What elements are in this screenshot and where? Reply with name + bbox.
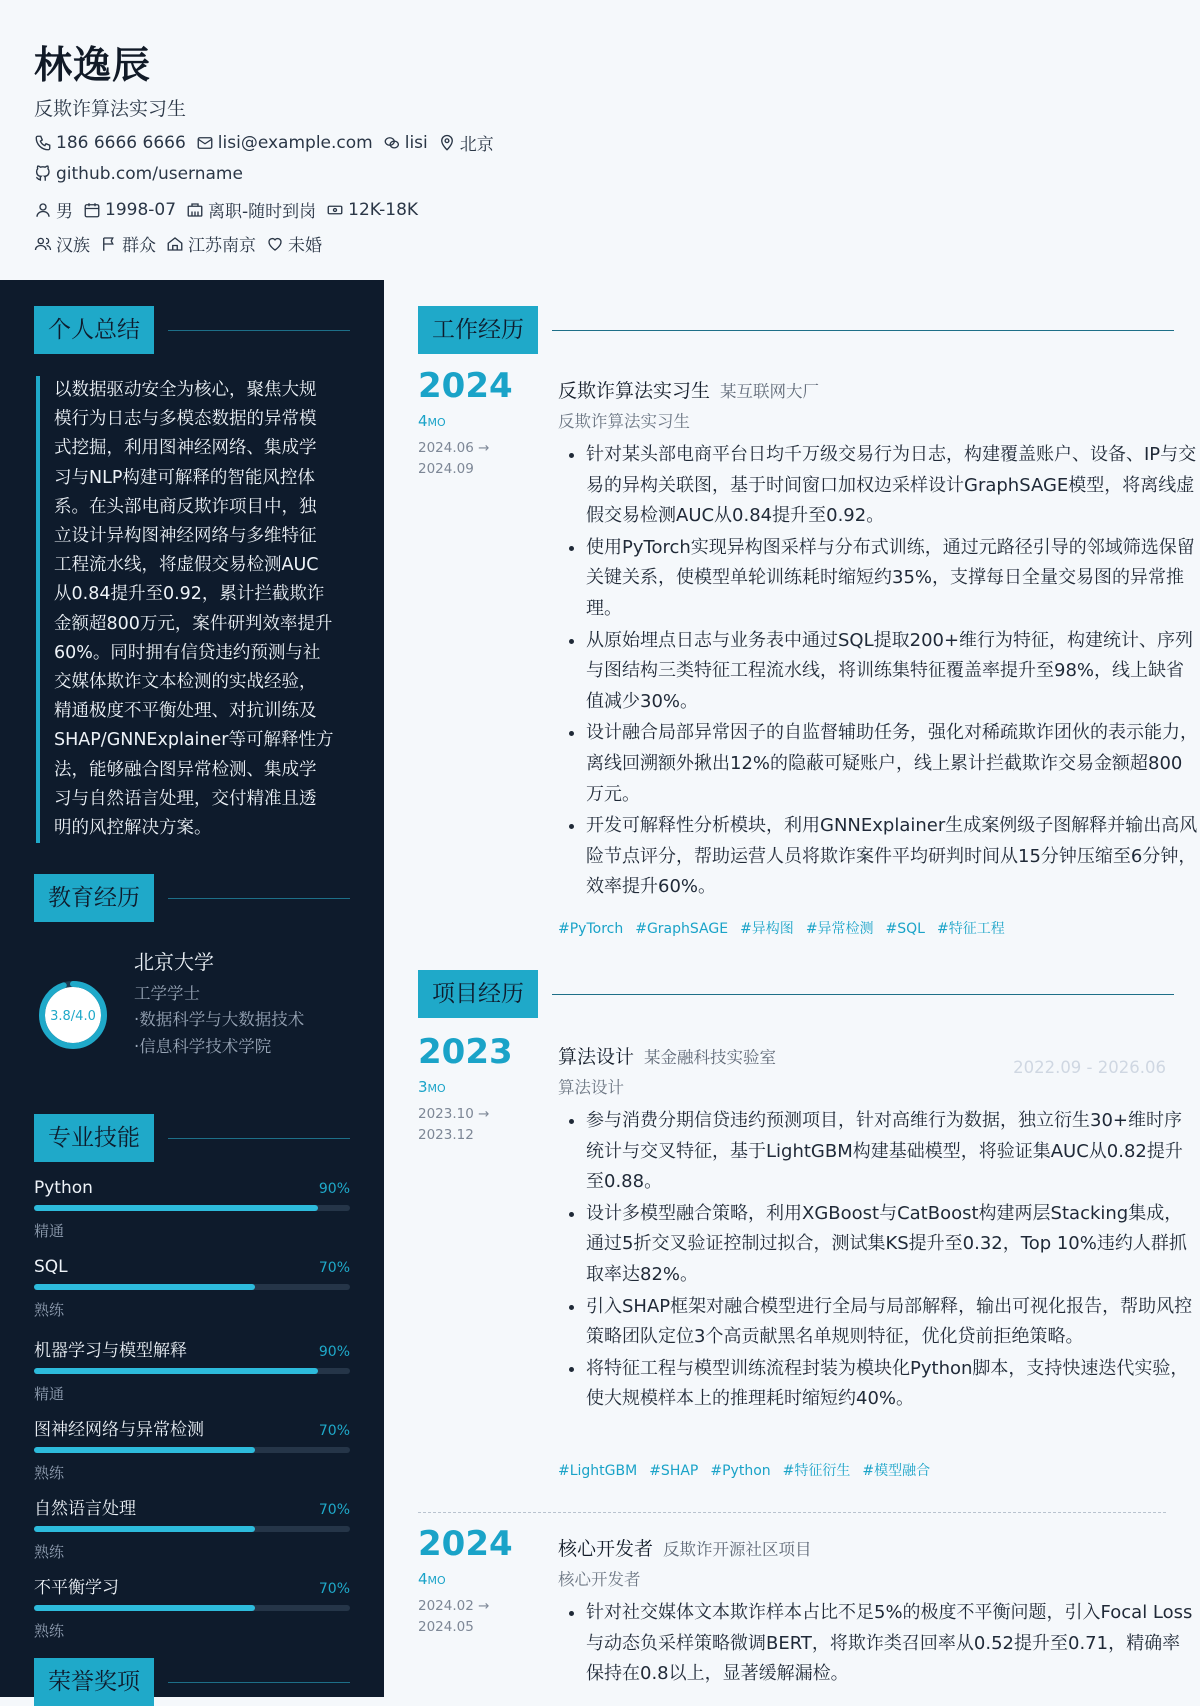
months-unit: MO bbox=[427, 1082, 446, 1095]
project-start: 2024.02 → bbox=[418, 1598, 490, 1614]
building-icon bbox=[186, 201, 204, 219]
project-subtitle: 核心开发者 bbox=[558, 1570, 641, 1589]
skill-header bbox=[34, 1494, 350, 1519]
work-role bbox=[558, 376, 819, 403]
summary-line: 系。在头部电商反欺诈项目中，独 bbox=[54, 496, 317, 517]
work-heading bbox=[418, 306, 1174, 354]
heart-icon bbox=[266, 235, 284, 253]
summary-heading bbox=[34, 306, 350, 354]
divider bbox=[168, 1138, 350, 1139]
skill-tag: #SQL bbox=[885, 921, 925, 937]
project-entry-2 bbox=[418, 1524, 1193, 1697]
summary-line: 习与NLP构建可解释的智能风控体 bbox=[54, 467, 315, 488]
skill-percent: 70% bbox=[318, 1423, 350, 1439]
summary-line: 精通极度不平衡处理、对抗训练及 bbox=[54, 701, 317, 722]
wechat-text: lisi bbox=[404, 132, 428, 153]
skill-name: 自然语言处理 bbox=[34, 1499, 136, 1519]
project-role bbox=[558, 1042, 776, 1069]
bullet-item: • 将特征工程与模型训练流程封装为模块化Python脚本，支持快速迭代实验，使大规模样本上的推理耗时缩短约40%。 bbox=[586, 1354, 1198, 1415]
project-entry-1 bbox=[418, 1032, 1193, 1492]
skill-bar-fill bbox=[34, 1284, 255, 1290]
project-duration bbox=[418, 1078, 446, 1096]
skill-name: 机器学习与模型解释 bbox=[34, 1341, 187, 1361]
skill-name: Python bbox=[34, 1178, 93, 1198]
project-bullets bbox=[558, 1598, 1198, 1691]
divider bbox=[552, 330, 1174, 331]
hometown-text: 江苏南京 bbox=[188, 236, 256, 256]
wechat-icon bbox=[383, 134, 401, 152]
birth-item bbox=[83, 200, 176, 220]
skill-tag: #GraphSAGE bbox=[635, 921, 729, 937]
summary-line: 式挖掘，利用图神经网络、集成学 bbox=[54, 438, 317, 459]
candidate-name: 林逸辰 bbox=[34, 43, 152, 87]
project-heading bbox=[418, 970, 1174, 1018]
skill-bar bbox=[34, 1368, 350, 1374]
user-icon bbox=[34, 201, 52, 219]
gpa-text: 3.8/4.0 bbox=[50, 1009, 96, 1024]
project-months: 4 bbox=[418, 1570, 428, 1588]
skill-bar-fill bbox=[34, 1205, 318, 1211]
marital-item bbox=[266, 231, 322, 256]
project-dates bbox=[418, 1104, 489, 1146]
summary-line: 模行为日志与多模态数据的异常模 bbox=[54, 409, 317, 430]
summary-text bbox=[36, 376, 370, 843]
github-text: github.com/username bbox=[56, 164, 243, 184]
city-text: 北京 bbox=[459, 135, 494, 155]
work-start: 2024.06 → bbox=[418, 440, 490, 456]
skill-tag: #PyTorch bbox=[558, 921, 624, 937]
summary-line: 交媒体欺诈文本检测的实战经验， bbox=[54, 672, 317, 693]
money-icon bbox=[326, 201, 344, 219]
skill-name: SQL bbox=[34, 1257, 68, 1277]
github-icon bbox=[34, 165, 52, 183]
contact-row bbox=[34, 130, 504, 155]
politics-item bbox=[100, 231, 156, 256]
skill-percent: 70% bbox=[318, 1502, 350, 1518]
education-heading bbox=[34, 874, 350, 922]
skill-item bbox=[34, 1336, 350, 1404]
location-icon bbox=[438, 134, 456, 152]
summary-line: 金额超800万元，案件研判效率提升 bbox=[54, 613, 333, 634]
skill-bar bbox=[34, 1205, 350, 1211]
skills-heading-label: 专业技能 bbox=[34, 1114, 154, 1162]
skill-header bbox=[34, 1415, 350, 1440]
github-item[interactable] bbox=[34, 164, 243, 184]
bullet-item: • 针对某头部电商平台日均千万级交易行为日志，构建覆盖账户、设备、IP与交易的异构关联图，基于时间窗口加权边采样设计GraphSAGE模型，将离线虚假交易检测AUC从0.84提升至0.92。 bbox=[586, 440, 1198, 532]
ethnicity-text: 汉族 bbox=[56, 236, 90, 256]
skill-item bbox=[34, 1573, 350, 1641]
personal-row-2 bbox=[34, 231, 332, 256]
skill-item bbox=[34, 1178, 350, 1241]
skill-tag: #LightGBM bbox=[558, 1463, 638, 1479]
github-row bbox=[34, 164, 253, 184]
summary-line: 法，能够融合图异常检测、集成学 bbox=[54, 759, 317, 780]
project-role-title: 算法设计 bbox=[558, 1046, 635, 1068]
work-dates bbox=[418, 438, 489, 480]
project-subtitle: 算法设计 bbox=[558, 1078, 624, 1097]
bullet-item: • 使用PyTorch实现异构图采样与分布式训练，通过元路径引导的邻域筛选保留关键关系，使模型单轮训练耗时缩短约35%，支撑每日全量交易图的异常推理。 bbox=[586, 533, 1198, 625]
project-heading-label: 项目经历 bbox=[418, 970, 538, 1018]
skill-tag: #Python bbox=[710, 1463, 771, 1479]
project-bullets bbox=[558, 1106, 1198, 1416]
project-role-title: 核心开发者 bbox=[558, 1538, 654, 1560]
bullet-item: • 针对社交媒体文本欺诈样本占比不足5%的极度不平衡问题，引入Focal Loss与动态负采样策略微调BERT，将欺诈类召回率从0.52提升至0.71，精确率保持在0.8以上，显著缓解漏检。 bbox=[586, 1598, 1198, 1690]
calendar-icon bbox=[83, 201, 101, 219]
skill-level: 熟练 bbox=[34, 1622, 65, 1640]
months-unit: MO bbox=[427, 1574, 446, 1587]
phone-icon bbox=[34, 134, 52, 152]
birth-text: 1998-07 bbox=[105, 199, 177, 220]
project-tags bbox=[558, 1460, 942, 1480]
skill-percent: 70% bbox=[318, 1260, 350, 1276]
project-end: 2024.05 bbox=[418, 1619, 474, 1635]
bullet-item: • 参与消费分期信贷违约预测项目，针对高维行为数据，独立衍生30+维时序统计与交叉特征，基于LightGBM构建基础模型，将验证集AUC从0.82提升至0.88。 bbox=[586, 1106, 1198, 1198]
divider bbox=[552, 994, 1174, 995]
personal-row-1 bbox=[34, 197, 428, 222]
skill-item bbox=[34, 1494, 350, 1562]
education-dates: 2022.09 - 2026.06 bbox=[1013, 1058, 1166, 1077]
degree: 工学学士 bbox=[134, 984, 200, 1003]
work-role-title: 反欺诈算法实习生 bbox=[558, 380, 711, 402]
gpa-ring bbox=[38, 980, 108, 1050]
work-tags bbox=[558, 918, 1017, 938]
project-duration bbox=[418, 1570, 446, 1588]
project-org: 某金融科技实验室 bbox=[644, 1048, 777, 1067]
project-org: 反欺诈开源社区项目 bbox=[663, 1540, 812, 1559]
work-year: 2024 bbox=[418, 366, 513, 406]
skill-header bbox=[34, 1573, 350, 1598]
phone-item[interactable] bbox=[34, 133, 186, 153]
project-year: 2024 bbox=[418, 1524, 513, 1564]
skill-name: 图神经网络与异常检测 bbox=[34, 1420, 204, 1440]
work-company: 某互联网大厂 bbox=[720, 382, 820, 401]
gender-text: 男 bbox=[56, 202, 73, 222]
project-months: 3 bbox=[418, 1078, 428, 1096]
skill-level: 精通 bbox=[34, 1222, 65, 1240]
honors-heading bbox=[34, 1658, 350, 1706]
hometown-item bbox=[166, 231, 256, 256]
skill-level: 熟练 bbox=[34, 1301, 65, 1319]
bullet-item: • 开发可解释性分析模块，利用GNNExplainer生成案例级子图解释并输出高风险节点评分，帮助运营人员将欺诈案件平均研判时间从15分钟压缩至6分钟，效率提升60%。 bbox=[586, 811, 1198, 903]
skill-bar bbox=[34, 1526, 350, 1532]
entry-separator bbox=[418, 1512, 1166, 1513]
summary-line: 明的风控解决方案。 bbox=[54, 818, 212, 839]
job-title: 反欺诈算法实习生 bbox=[34, 98, 187, 120]
summary-line: 60%。同时拥有信贷违约预测与社 bbox=[54, 642, 321, 663]
project-dates bbox=[418, 1596, 489, 1638]
summary-line: 习与自然语言处理，交付精准且透 bbox=[54, 788, 317, 809]
skill-tag: #模型融合 bbox=[862, 1463, 931, 1479]
skill-tag: #异常检测 bbox=[805, 921, 874, 937]
skill-level: 熟练 bbox=[34, 1543, 65, 1561]
mail-icon bbox=[196, 134, 214, 152]
resume-header bbox=[0, 0, 1200, 280]
project-role bbox=[558, 1534, 812, 1561]
summary-line: 从0.84提升至0.92，累计拦截欺诈 bbox=[54, 584, 325, 605]
salary-item bbox=[326, 200, 418, 220]
honors-heading-label: 荣誉奖项 bbox=[34, 1658, 154, 1706]
skill-tag: #特征衍生 bbox=[782, 1463, 851, 1479]
skill-bar bbox=[34, 1447, 350, 1453]
project-end: 2023.12 bbox=[418, 1127, 474, 1143]
skill-percent: 70% bbox=[318, 1581, 350, 1597]
skill-tag: #异构图 bbox=[740, 921, 794, 937]
skill-item bbox=[34, 1415, 350, 1483]
education-heading-label: 教育经历 bbox=[34, 874, 154, 922]
skill-bar-fill bbox=[34, 1605, 255, 1611]
skill-tag: #特征工程 bbox=[936, 921, 1005, 937]
bullet-item: • 设计多模型融合策略，利用XGBoost与CatBoost构建两层Stacking集成，通过5折交叉验证控制过拟合，测试集KS提升至0.32，Top 10%违约人群抓取率达82%。 bbox=[586, 1199, 1198, 1291]
skill-level: 精通 bbox=[34, 1385, 65, 1403]
people-icon bbox=[34, 235, 52, 253]
skill-percent: 90% bbox=[318, 1344, 350, 1360]
skill-bar-fill bbox=[34, 1447, 255, 1453]
skills-heading bbox=[34, 1114, 350, 1162]
divider bbox=[168, 330, 350, 331]
college: ·信息科学技术学院 bbox=[134, 1037, 272, 1056]
email-item[interactable] bbox=[196, 133, 373, 153]
home-icon bbox=[166, 235, 184, 253]
skill-name: 不平衡学习 bbox=[34, 1578, 119, 1598]
summary-line: 工程流水线，将虚假交易检测AUC bbox=[54, 555, 319, 576]
divider bbox=[168, 898, 350, 899]
work-entry bbox=[418, 366, 1198, 946]
skill-percent: 90% bbox=[318, 1181, 350, 1197]
project-year: 2023 bbox=[418, 1032, 513, 1072]
skill-header bbox=[34, 1257, 350, 1277]
skill-bar-fill bbox=[34, 1526, 255, 1532]
city-item bbox=[438, 130, 494, 155]
ethnicity-item bbox=[34, 231, 90, 256]
school-name: 北京大学 bbox=[134, 950, 214, 974]
gender-item bbox=[34, 197, 73, 222]
skill-header bbox=[34, 1336, 350, 1361]
months-unit: MO bbox=[427, 416, 446, 429]
status-text: 离职-随时到岗 bbox=[208, 202, 317, 222]
skill-tag: #SHAP bbox=[649, 1463, 699, 1479]
summary-line: SHAP/GNNExplainer等可解释性方 bbox=[54, 730, 334, 751]
bullet-item: • 从原始埋点日志与业务表中通过SQL提取200+维行为特征，构建统计、序列与图结构三类特征工程流水线，将训练集特征覆盖率提升至98%，线上缺省值减少30%。 bbox=[586, 626, 1198, 718]
work-end: 2024.09 bbox=[418, 461, 474, 477]
work-duration bbox=[418, 412, 446, 430]
wechat-item[interactable] bbox=[383, 133, 428, 153]
summary-heading-label: 个人总结 bbox=[34, 306, 154, 354]
summary-line: 立设计异构图神经网络与多维特征 bbox=[54, 526, 317, 547]
skill-item bbox=[34, 1257, 350, 1320]
work-months: 4 bbox=[418, 412, 428, 430]
skill-header bbox=[34, 1178, 350, 1198]
major: ·数据科学与大数据技术 bbox=[134, 1010, 305, 1029]
project-start: 2023.10 → bbox=[418, 1106, 490, 1122]
phone-text: 186 6666 6666 bbox=[56, 132, 186, 153]
salary-text: 12K-18K bbox=[348, 199, 419, 220]
work-bullets bbox=[558, 440, 1198, 904]
work-heading-label: 工作经历 bbox=[418, 306, 538, 354]
status-item bbox=[186, 197, 316, 222]
skill-bar-fill bbox=[34, 1368, 318, 1374]
skill-bar bbox=[34, 1605, 350, 1611]
politics-text: 群众 bbox=[122, 236, 156, 256]
email-text: lisi@example.com bbox=[217, 132, 373, 153]
skill-bar bbox=[34, 1284, 350, 1290]
marital-text: 未婚 bbox=[288, 236, 322, 256]
summary-line: 以数据驱动安全为核心，聚焦大规 bbox=[54, 380, 317, 400]
work-subtitle: 反欺诈算法实习生 bbox=[558, 412, 690, 431]
bullet-item: • 引入SHAP框架对融合模型进行全局与局部解释，输出可视化报告，帮助风控策略团队定位3个高贡献黑名单规则特征，优化贷前拒绝策略。 bbox=[586, 1292, 1198, 1353]
skill-level: 熟练 bbox=[34, 1464, 65, 1482]
divider bbox=[168, 1682, 350, 1683]
bullet-item: • 设计融合局部异常因子的自监督辅助任务，强化对稀疏欺诈团伙的表示能力，离线回溯额外揪出12%的隐蔽可疑账户，线上累计拦截欺诈交易金额超800万元。 bbox=[586, 718, 1198, 810]
flag-icon bbox=[100, 235, 118, 253]
